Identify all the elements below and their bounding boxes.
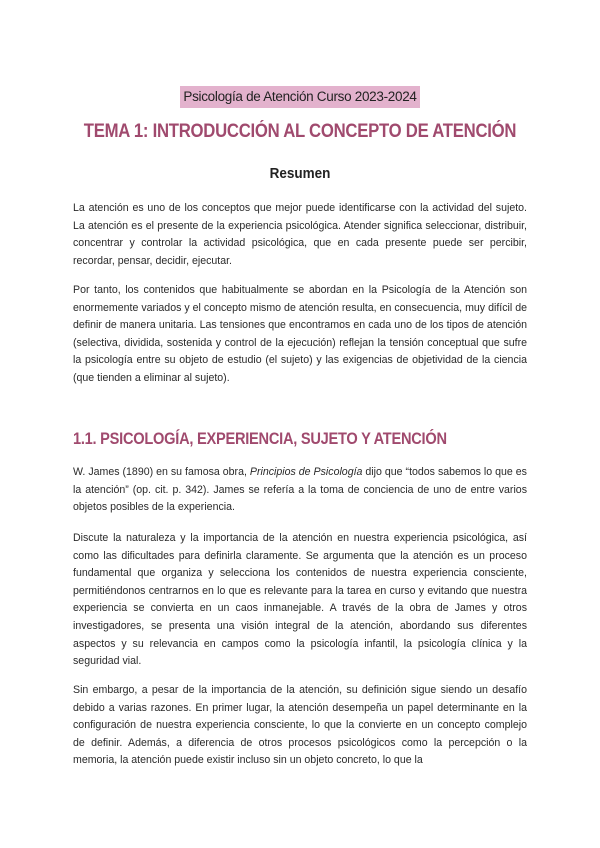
- course-label: Psicología de Atención Curso 2023-2024: [180, 86, 419, 108]
- section-paragraph-1: [73, 464, 527, 517]
- course-header: [0, 86, 600, 108]
- document-title: TEMA 1: INTRODUCCIÓN AL CONCEPTO DE ATENCIÓN: [83, 121, 517, 142]
- book-title: Principios de Psicología: [249, 466, 363, 478]
- paragraph-text: W. James (1890) en su famosa obra,: [73, 466, 250, 478]
- section-paragraph-2: Discute la naturaleza y la importancia de la atención en nuestra experiencia psicológica, así como las dificultades para definirla claramente. Se argumenta que la atención es un proceso fundamental que organiza y selecciona los contenidos de nuestra experiencia consciente, permitiéndonos centrarnos en lo que es relevante para la tarea en curso y evitando que nuestra experiencia se convierta en un caos inmanejable. A través de la obra de James y otros investigadores, se presenta una visión integral de la atención, abordando sus diferentes aspectos y su relevancia en campos como la psicología infantil, la psicología clínica y la seguridad vial.: [73, 532, 527, 668]
- section-paragraph-3: Sin embargo, a pesar de la importancia de la atención, su definición sigue siendo un desafío debido a varias razones. En primer lugar, la atención desempeña un papel determinante en la configuración de nuestra experiencia consciente, lo que la convierte en un concepto complejo de definir. Además, a diferencia de otros procesos psicológicos como la percepción o la memoria, la atención puede existir incluso sin un objeto concreto, lo que la: [73, 684, 527, 767]
- paragraph-text: dijo que “todos sabemos lo que es la atención” (op. cit. p. 342). James se refería a la toma de conciencia de uno de entre varios objetos posibles de la experiencia.: [73, 466, 527, 514]
- summary-heading: Resumen: [269, 165, 331, 182]
- summary-paragraph-1: La atención es uno de los conceptos que mejor puede identificarse con la actividad del sujeto. La atención es el presente de la experiencia psicológica. Atender significa seleccionar, distribuir, concentrar y controlar la actividad psicológica, que en cada presente puede ser percibir, recordar, pensar, decidir, ejecutar.: [73, 202, 527, 267]
- summary-paragraph-2: Por tanto, los contenidos que habitualmente se abordan en la Psicología de la Atención son enormemente variados y el concepto mismo de atención resulta, en consecuencia, muy difícil de definir de manera unitaria. Las tensiones que encontramos en cada uno de los tipos de atención (selectiva, dividida, sostenida y control de la ejecución) reflejan la tensión conceptual que sufre la psicología entre su objeto de estudio (el sujeto) y las exigencias de objetividad de la ciencia (que tienden a eliminar al sujeto).: [73, 284, 527, 384]
- section-heading-1-1: 1.1. PSICOLOGÍA, EXPERIENCIA, SUJETO Y ATENCIÓN: [73, 429, 447, 448]
